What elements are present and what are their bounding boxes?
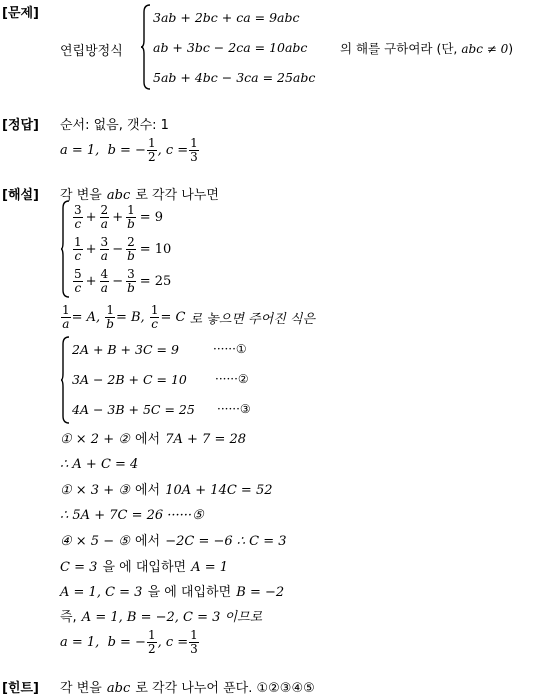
problem-brace (140, 4, 152, 90)
answer-c-frac (189, 137, 199, 164)
step-text: 에서 (135, 432, 161, 447)
linear-eq-3: 4A − 3B + 5C = 25 (72, 402, 195, 417)
step-math: ∴ A + C = 4 (60, 457, 139, 472)
sub-frac-b-num: 1 (106, 302, 114, 317)
final-b-num: 1 (147, 627, 156, 642)
frac-eq-row (72, 266, 171, 296)
frac-eq-row (72, 234, 171, 264)
step-math: ④ × 5 − ⑤ (60, 534, 130, 549)
answer-line1: 순서: 없음, 갯수: 1 (60, 118, 169, 133)
frac-den: c (74, 280, 82, 295)
frac-rhs: = 9 (139, 209, 164, 225)
frac-num: 3 (100, 234, 109, 249)
sub-frac-c (150, 304, 160, 331)
problem-suffix-close: ) (508, 41, 514, 56)
step-math: ① × 3 + ③ (60, 483, 130, 498)
final-b-pre: b = − (107, 634, 146, 650)
linear-tag-2: ······② (215, 372, 249, 386)
sub-eq-a: = A, (71, 309, 101, 325)
linear-tag-1: ······① (213, 342, 247, 356)
frac-den: c (74, 216, 82, 231)
sub-eq-b: = B, (115, 309, 145, 325)
frac-num: 1 (74, 234, 82, 249)
frac-rhs: = 25 (139, 273, 172, 289)
hint-pre: 각 변을 (60, 681, 102, 696)
frac-den: a (100, 216, 108, 231)
final-c-pre: , c = (157, 634, 189, 650)
linear-system-brace (60, 336, 70, 424)
problem-eq-3: 5ab + 4bc − 3ca = 25abc (153, 70, 316, 85)
answer-values (60, 130, 200, 170)
frac-op: − (112, 241, 124, 257)
problem-suffix-math: abc ≠ 0 (461, 42, 509, 56)
sub-eq-c: = C (160, 309, 186, 325)
solution-intro-post: 로 각각 나누면 (135, 188, 219, 203)
frac-den: b (127, 216, 135, 231)
frac-num: 1 (127, 202, 135, 217)
frac-term (126, 236, 136, 263)
frac-op: + (85, 209, 97, 225)
frac-den: c (74, 248, 82, 263)
sub-frac-c-num: 1 (150, 302, 159, 317)
answer-b-num: 1 (147, 135, 156, 150)
solution-step (60, 504, 204, 523)
sub-frac-a (61, 304, 71, 331)
frac-den: a (100, 248, 108, 263)
step-text: 에서 (135, 483, 161, 498)
answer-b-pre: b = − (107, 142, 146, 158)
frac-term (100, 236, 110, 263)
answer-c-den: 3 (190, 149, 198, 164)
step-math: C = 3 (60, 560, 98, 575)
solution-intro-math: abc (106, 188, 131, 203)
sub-text: 로 놓으면 주어진 식은 (189, 311, 316, 327)
problem-label: 연립방정식 (60, 44, 123, 59)
step-result: B = −2 (236, 585, 285, 600)
step-text: 을 에 대입하면 (147, 585, 232, 600)
frac-den: a (100, 280, 108, 295)
step-math: ∴ 5A + 7C = 26 ······⑤ (60, 508, 204, 523)
frac-num: 5 (74, 266, 82, 281)
final-values (60, 622, 200, 662)
answer-a: a = 1, (60, 142, 100, 158)
final-b-den: 2 (147, 641, 156, 656)
linear-eq-2: 3A − 2B + C = 10 (72, 372, 187, 387)
solution-tag: [해설] (2, 188, 39, 203)
step-math: ① × 2 + ② (60, 432, 130, 447)
hint-post: 로 각각 나누어 푼다. ①②③④⑤ (135, 681, 315, 696)
frac-den: b (127, 280, 135, 295)
final-c-frac (189, 629, 199, 656)
final-c-den: 3 (190, 641, 198, 656)
solution-intro (60, 184, 219, 203)
frac-term (126, 268, 136, 295)
linear-tag-3: ······③ (217, 402, 251, 416)
solution-step (60, 556, 228, 575)
answer-c-num: 1 (190, 135, 198, 150)
solution-step (60, 530, 287, 549)
final-c-num: 1 (190, 627, 198, 642)
sub-frac-c-den: c (151, 316, 159, 331)
final-b-frac (147, 629, 157, 656)
solution-step (60, 479, 273, 498)
step-math: A = 1, C = 3 (60, 585, 143, 600)
solution-step (60, 581, 284, 600)
sub-frac-a-num: 1 (62, 302, 70, 317)
frac-term (73, 268, 83, 295)
frac-op: + (85, 273, 97, 289)
problem-eq-2: ab + 3bc − 2ca = 10abc (153, 40, 308, 55)
step-text: 에서 (135, 534, 161, 549)
frac-term (126, 204, 136, 231)
solution-step (60, 428, 246, 447)
step-result: A = 1, B = −2, C = 3 이므로 (81, 610, 263, 625)
problem-tag: [문제] (2, 6, 39, 21)
frac-term (100, 268, 110, 295)
sub-frac-b-den: b (106, 316, 114, 331)
answer-b-frac (147, 137, 157, 164)
step-result: A = 1 (191, 560, 229, 575)
frac-term (73, 236, 83, 263)
frac-eq-row (72, 202, 163, 232)
answer-tag: [정답] (2, 118, 39, 133)
frac-term (73, 204, 83, 231)
problem-eq-1: 3ab + 2bc + ca = 9abc (153, 10, 300, 25)
frac-num: 3 (74, 202, 82, 217)
answer-b-den: 2 (147, 149, 156, 164)
substitution-line (60, 300, 315, 334)
answer-c-pre: , c = (157, 142, 189, 158)
frac-term (100, 204, 110, 231)
linear-eq-1: 2A + B + 3C = 9 (72, 342, 179, 357)
frac-op: + (112, 209, 124, 225)
problem-suffix (340, 39, 513, 57)
step-result: 7A + 7 = 28 (165, 432, 247, 447)
step-result: −2C = −6 ∴ C = 3 (165, 534, 287, 549)
frac-den: b (127, 248, 135, 263)
problem-suffix-text: 의 해를 구하여라 (단, (340, 41, 462, 56)
step-text: 을 에 대입하면 (102, 560, 187, 575)
frac-system-brace (60, 200, 70, 298)
step-text: 즉, (60, 610, 77, 625)
sub-frac-a-den: a (62, 316, 70, 331)
frac-num: 2 (127, 234, 135, 249)
step-result: 10A + 14C = 52 (165, 483, 273, 498)
hint-math: abc (106, 681, 131, 696)
solution-step (60, 453, 138, 472)
hint-text (60, 677, 315, 696)
frac-op: + (85, 241, 97, 257)
frac-num: 3 (127, 266, 135, 281)
frac-num: 4 (100, 266, 109, 281)
hint-tag: [힌트] (2, 681, 39, 696)
sub-frac-b (105, 304, 115, 331)
solution-intro-pre: 각 변을 (60, 188, 102, 203)
frac-rhs: = 10 (139, 241, 172, 257)
final-a: a = 1, (60, 634, 100, 650)
frac-num: 2 (100, 202, 109, 217)
frac-op: − (112, 273, 124, 289)
